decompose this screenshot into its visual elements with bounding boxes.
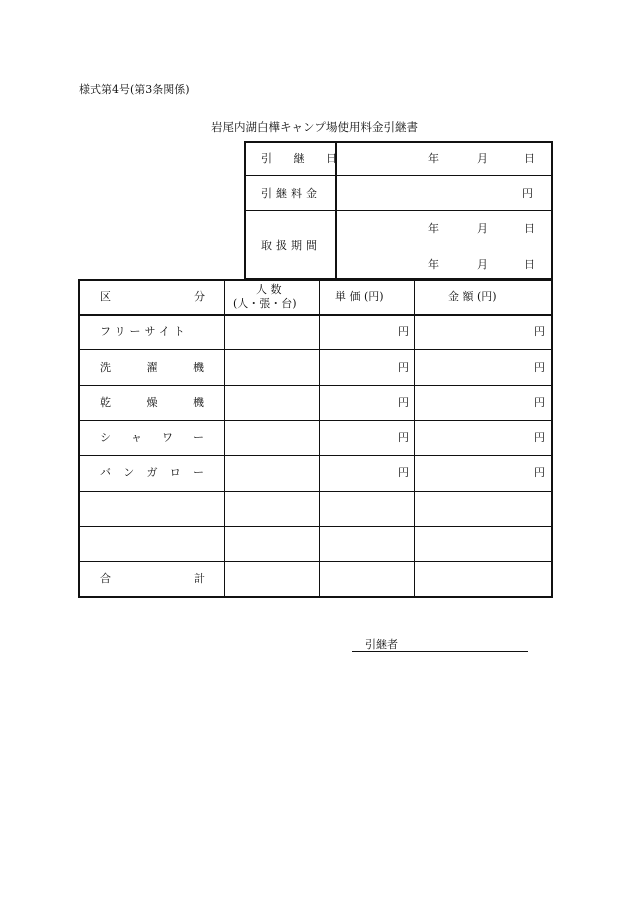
period-start-day-unit: 日: [524, 222, 535, 235]
row-shower-name: シ ャ ワ ー: [100, 431, 204, 444]
period-start-year-unit: 年: [428, 222, 439, 235]
total-label-right: 計: [194, 572, 205, 585]
row-washer-name: 洗 濯 機: [100, 361, 204, 374]
row-shower-unit: 円: [398, 431, 409, 444]
period-end-day-unit: 日: [524, 258, 535, 271]
header-unit-price: 単 価 (円): [335, 290, 384, 303]
row-dryer-amount: 円: [534, 396, 545, 409]
signer-line: [352, 651, 528, 652]
total-label-left: 合: [100, 572, 111, 585]
header-category-right: 分: [194, 290, 205, 303]
row-free-site-unit: 円: [398, 325, 409, 338]
header-category-left: 区: [100, 290, 111, 303]
row-free-site-amount: 円: [534, 325, 545, 338]
period-end-year-unit: 年: [428, 258, 439, 271]
header-count-top: 人 数: [256, 283, 282, 296]
header-amount: 金 額 (円): [448, 290, 497, 303]
date-month-unit: 月: [477, 152, 488, 165]
row-dryer-name: 乾 燥 機: [100, 396, 204, 409]
date-day-unit: 日: [524, 152, 535, 165]
row-shower-amount: 円: [534, 431, 545, 444]
row-bungalow-unit: 円: [398, 466, 409, 479]
row-washer-unit: 円: [398, 361, 409, 374]
row-bungalow-name: バ ン ガ ロ ー: [100, 466, 204, 479]
row-washer-amount: 円: [534, 361, 545, 374]
header-count-bottom: (人・張・台): [233, 297, 297, 310]
handover-date-label: 引 継 日: [261, 152, 346, 165]
signer-label: 引継者: [365, 638, 398, 651]
amount-yen-unit: 円: [522, 187, 533, 200]
row-free-site-name: フリーサイト: [100, 325, 189, 338]
date-year-unit: 年: [428, 152, 439, 165]
row-bungalow-amount: 円: [534, 466, 545, 479]
form-number: 様式第4号(第3条関係): [79, 83, 190, 96]
period-label: 取扱期間: [261, 239, 321, 252]
period-end-month-unit: 月: [477, 258, 488, 271]
period-start-month-unit: 月: [477, 222, 488, 235]
row-dryer-unit: 円: [398, 396, 409, 409]
document-title: 岩尾内湖白樺キャンプ場使用料金引継書: [211, 120, 418, 134]
handover-amount-label: 引継料金: [261, 187, 321, 200]
